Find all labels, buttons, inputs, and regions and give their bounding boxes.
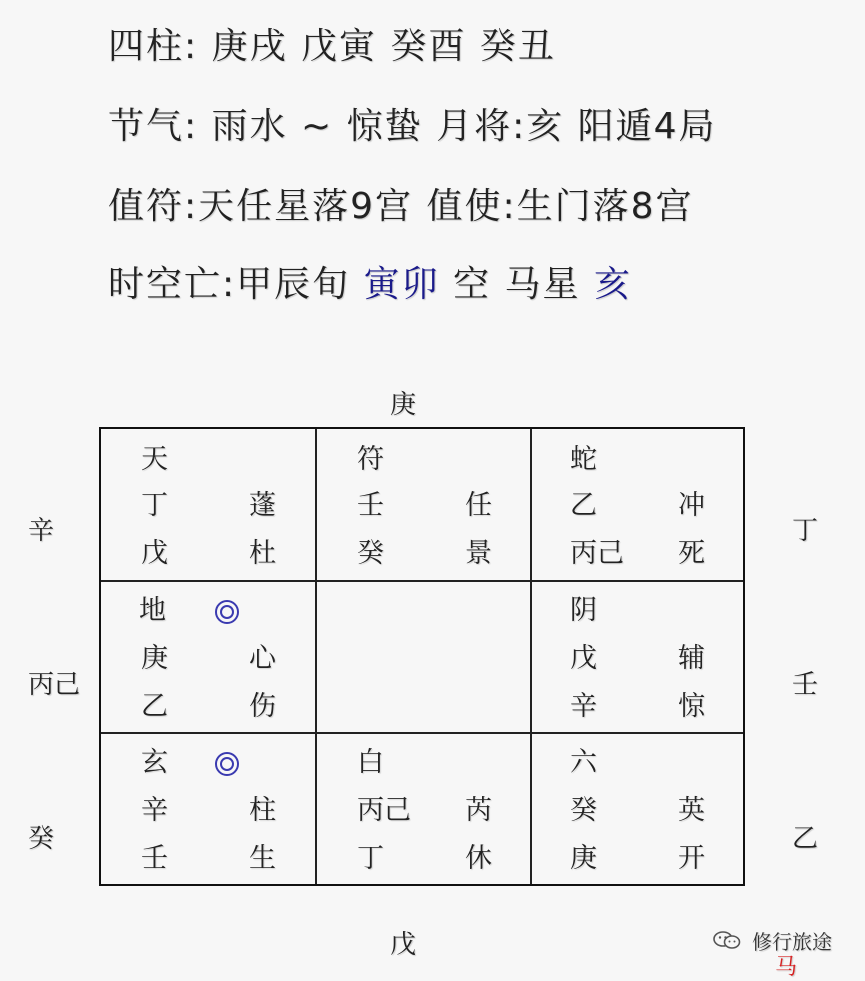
double-circle-icon — [215, 600, 239, 624]
four-pillars-line: 四柱: 庚戌 戊寅 癸酉 癸丑 — [108, 26, 556, 67]
outer-right-top-stem: 丁 — [792, 516, 819, 546]
solar-term-line: 节气: 雨水 ~ 惊蛰 月将:亥 阳遁4局 — [108, 106, 717, 147]
void-prefix: 时空亡:甲辰旬 — [108, 264, 351, 305]
palace-gate: 休 — [465, 843, 492, 874]
void-mid: 空 马星 — [453, 264, 581, 305]
palace-star: 柱 — [249, 795, 276, 826]
nine-palace-grid — [99, 427, 745, 886]
earth-stem: 丁 — [357, 843, 384, 874]
palace-8[interactable] — [101, 734, 316, 887]
earth-stem: 戊 — [141, 538, 168, 569]
palace-7[interactable] — [532, 582, 747, 735]
palace-star: 心 — [249, 643, 276, 674]
heaven-stem: 庚 — [141, 643, 168, 674]
palace-gate: 惊 — [678, 691, 705, 722]
palace-gate: 景 — [465, 538, 492, 569]
palace-god: 白 — [357, 747, 384, 778]
earth-stem: 壬 — [141, 843, 168, 874]
outer-right-mid-stem: 壬 — [792, 670, 819, 700]
palace-god: 玄 — [141, 747, 168, 778]
horse-star-value: 亥 — [593, 264, 632, 305]
palace-gate: 死 — [678, 538, 705, 569]
palace-god: 阴 — [570, 595, 597, 626]
heaven-stem: 癸 — [570, 795, 597, 826]
heaven-stem: 丁 — [141, 490, 168, 521]
heaven-stem: 辛 — [141, 795, 168, 826]
outer-right-bot-stem: 乙 — [792, 824, 819, 854]
double-circle-icon — [215, 752, 239, 776]
palace-star: 冲 — [678, 490, 705, 521]
palace-god: 蛇 — [570, 444, 597, 475]
palace-god: 地 — [139, 595, 166, 626]
heaven-stem: 壬 — [357, 490, 384, 521]
palace-god: 六 — [570, 747, 597, 778]
palace-2[interactable] — [532, 429, 747, 582]
outer-bottom-stem: 戊 — [390, 930, 417, 960]
palace-god: 符 — [357, 444, 384, 475]
outer-top-stem: 庚 — [390, 390, 417, 420]
watermark-text: 修行旅途 — [752, 930, 832, 954]
heaven-stem: 乙 — [570, 490, 597, 521]
wechat-icon — [712, 930, 742, 950]
palace-gate: 开 — [678, 843, 705, 874]
outer-left-top-stem: 辛 — [28, 516, 55, 546]
earth-stem: 辛 — [570, 691, 597, 722]
heaven-stem: 丙己 — [357, 795, 411, 826]
outer-left-bot-stem: 癸 — [28, 824, 55, 854]
palace-gate: 杜 — [249, 538, 276, 569]
horse-mark: 马 — [775, 955, 798, 980]
palace-1[interactable] — [317, 734, 532, 887]
palace-gate: 生 — [249, 843, 276, 874]
palace-star: 芮 — [465, 795, 492, 826]
earth-stem: 丙己 — [570, 538, 624, 569]
duty-chief-line: 值符:天任星落9宫 值使:生门落8宫 — [108, 186, 694, 227]
outer-left-mid-stem: 丙己 — [28, 670, 81, 700]
palace-3[interactable] — [101, 582, 316, 735]
void-line — [108, 256, 632, 307]
palace-4[interactable] — [101, 429, 316, 582]
earth-stem: 乙 — [141, 691, 168, 722]
palace-6[interactable] — [532, 734, 747, 887]
heaven-stem: 戊 — [570, 643, 597, 674]
palace-star: 英 — [678, 795, 705, 826]
palace-gate: 伤 — [249, 691, 276, 722]
palace-9[interactable] — [317, 429, 532, 582]
palace-star: 蓬 — [249, 490, 276, 521]
earth-stem: 庚 — [570, 843, 597, 874]
palace-god: 天 — [141, 444, 168, 475]
palace-star: 辅 — [678, 643, 705, 674]
earth-stem: 癸 — [357, 538, 384, 569]
palace-star: 任 — [465, 490, 492, 521]
void-branches: 寅卯 — [363, 264, 440, 305]
palace-5-center[interactable] — [317, 582, 532, 735]
